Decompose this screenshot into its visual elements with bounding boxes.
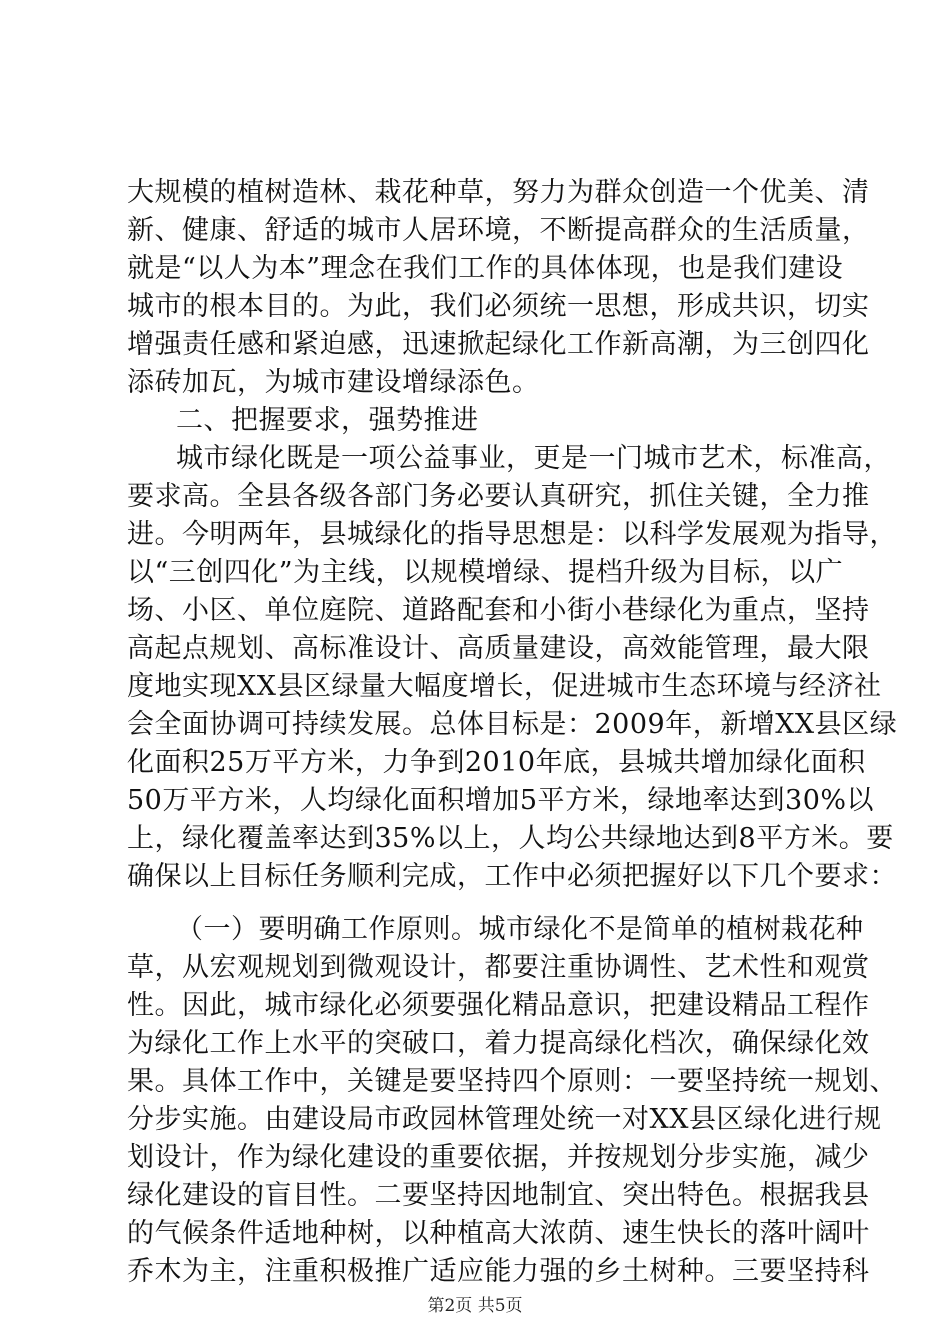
body-line: 50万平方米，人均绿化面积增加5平方米，绿地率达到30%以 — [127, 785, 875, 816]
body-line: 果。具体工作中，关键是要坚持四个原则：一要坚持统一规划、 — [127, 1066, 897, 1097]
section-heading: 二、把握要求，强势推进 — [176, 405, 479, 436]
body-line: 城市的根本目的。为此，我们必须统一思想，形成共识，切实 — [127, 291, 870, 322]
body-line: 度地实现XX县区绿量大幅度增长，促进城市生态环境与经济社 — [127, 671, 882, 702]
body-line: （一）要明确工作原则。城市绿化不是简单的植树栽花种 — [176, 914, 864, 945]
page-footer: 第2页 共5页 — [427, 1296, 523, 1316]
body-line: 大规模的植树造林、栽花种草，努力为群众创造一个优美、清 — [127, 177, 870, 208]
body-line: 分步实施。由建设局市政园林管理处统一对XX县区绿化进行规 — [127, 1104, 882, 1135]
body-line: 确保以上目标任务顺利完成，工作中必须把握好以下几个要求： — [127, 861, 897, 892]
body-line: 新、健康、舒适的城市人居环境，不断提高群众的生活质量， — [127, 215, 870, 246]
body-line: 乔木为主，注重积极推广适应能力强的乡土树种。三要坚持科 — [127, 1256, 870, 1287]
body-line: 为绿化工作上水平的突破口，着力提高绿化档次，确保绿化效 — [127, 1028, 870, 1059]
body-line: 上，绿化覆盖率达到35%以上，人均公共绿地达到8平方米。要 — [127, 823, 894, 854]
body-line: 会全面协调可持续发展。总体目标是：2009年，新增XX县区绿 — [127, 709, 898, 740]
body-line: 添砖加瓦，为城市建设增绿添色。 — [127, 367, 540, 398]
body-line: 划设计，作为绿化建设的重要依据，并按规划分步实施，减少 — [127, 1142, 870, 1173]
body-line: 的气候条件适地种树，以种植高大浓荫、速生快长的落叶阔叶 — [127, 1218, 870, 1249]
body-line: 进。今明两年，县城绿化的指导思想是：以科学发展观为指导， — [127, 519, 897, 550]
body-line: 就是“以人为本”理念在我们工作的具体体现，也是我们建设 — [127, 253, 844, 284]
body-line: 绿化建设的盲目性。二要坚持因地制宜、突出特色。根据我县 — [127, 1180, 870, 1211]
body-line: 场、小区、单位庭院、道路配套和小街小巷绿化为重点，坚持 — [127, 595, 870, 626]
body-line: 以“三创四化”为主线，以规模增绿、提档升级为目标，以广 — [127, 557, 844, 588]
body-line: 草，从宏观规划到微观设计，都要注重协调性、艺术性和观赏 — [127, 952, 870, 983]
body-line: 性。因此，城市绿化必须要强化精品意识，把建设精品工程作 — [127, 990, 870, 1021]
body-line: 要求高。全县各级各部门务必要认真研究，抓住关键，全力推 — [127, 481, 870, 512]
body-line: 城市绿化既是一项公益事业，更是一门城市艺术，标准高， — [176, 443, 891, 474]
body-line: 增强责任感和紧迫感，迅速掀起绿化工作新高潮，为三创四化 — [127, 329, 870, 360]
body-line: 高起点规划、高标准设计、高质量建设，高效能管理，最大限 — [127, 633, 870, 664]
body-line: 化面积25万平方米，力争到2010年底，县城共增加绿化面积 — [127, 747, 866, 778]
